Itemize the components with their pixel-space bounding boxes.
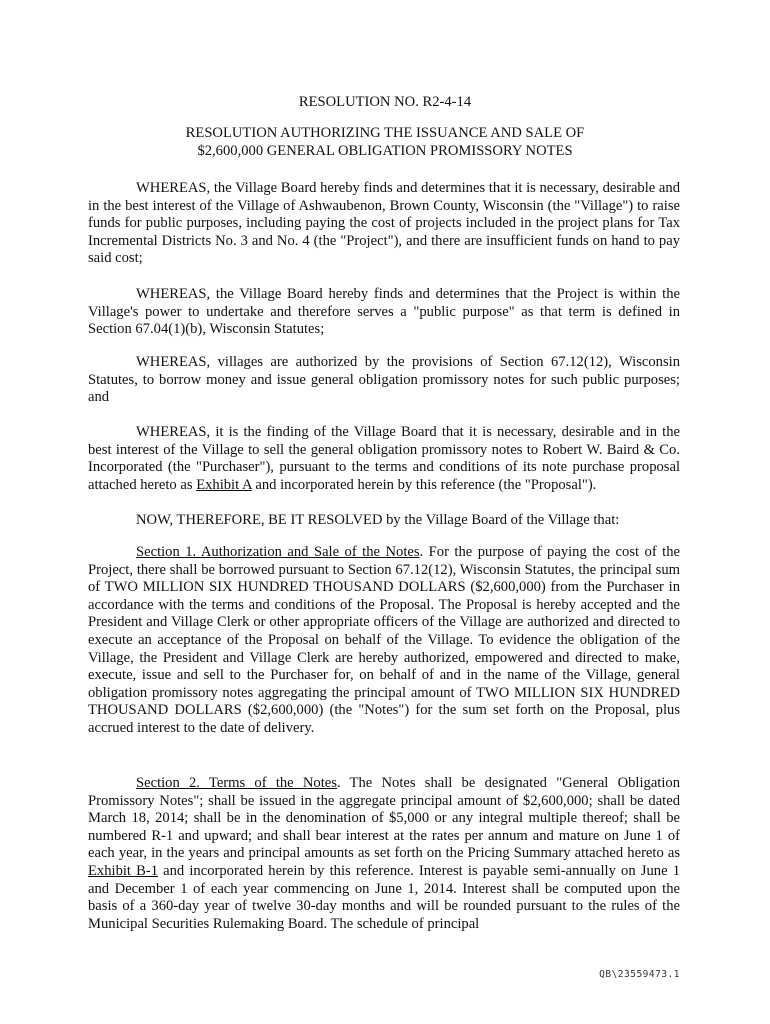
- section-2-body-b: and incorporated herein by this reference. Interest is payable semi-annually on June 1 and December 1 of each year commencing on June 1, 2014. Interest shall be computed upon the basis of a 360-day year of twelve 30-day months and will be rounded pursuant to the rules of the Municipal Securities Rulemaking Board. The schedule of principal: [88, 862, 680, 932]
- footer-document-id: QB\23559473.1: [599, 969, 680, 980]
- section-2-heading: Section 2. Terms of the Notes: [136, 775, 337, 791]
- whereas-paragraph-4: [88, 424, 680, 494]
- exhibit-b1-reference: Exhibit B-1: [88, 862, 159, 879]
- whereas-paragraph-3: WHEREAS, villages are authorized by the provisions of Section 67.12(12), Wisconsin Statutes, to borrow money and issue general obligation promissory notes for such public purposes; and: [88, 354, 680, 406]
- resolution-number: RESOLUTION NO. R2-4-14: [298, 94, 472, 110]
- section-1-paragraph: [88, 544, 680, 738]
- resolution-title-line-2: $2,600,000 GENERAL OBLIGATION PROMISSORY NOTES: [197, 143, 573, 159]
- exhibit-a-reference: Exhibit A: [196, 476, 252, 493]
- resolution-title-line-1: RESOLUTION AUTHORIZING THE ISSUANCE AND SALE OF: [185, 125, 585, 141]
- section-1-body: . For the purpose of paying the cost of the Project, there shall be borrowed pursuant to Section 67.12(12), Wisconsin Statutes, the principal sum of TWO MILLION SIX HUNDRED THOUSAND DOLLARS ($2,600,000) from the Purchaser in accordance with the terms and conditions of the Proposal. The Proposal is hereby accepted and the President and Village Clerk or other appropriate officers of the Village are authorized and directed to execute an acceptance of the Proposal on behalf of the Village. To evidence the obligation of the Village, the President and Village Clerk are hereby authorized, empowered and directed to make, execute, issue and sell to the Purchaser for, on behalf of and in the name of the Village, general obligation promissory notes aggregating the principal amount of TWO MILLION SIX HUNDRED THOUSAND DOLLARS ($2,600,000) (the "Notes") for the sum set forth on the Proposal, plus accrued interest to the date of delivery.: [88, 544, 680, 736]
- whereas-4-text-before: WHEREAS, it is the finding of the Village Board that it is necessary, desirable and in the best interest of the Village to sell the general obligation promissory notes to Robert W. Baird & Co. Incorporated (the "Purchaser"), pursuant to the terms and conditions of its note purchase proposal attached hereto as: [88, 424, 680, 493]
- section-1-heading: Section 1. Authorization and Sale of the Notes: [136, 544, 420, 560]
- section-2-paragraph: [88, 775, 680, 933]
- resolved-paragraph: NOW, THEREFORE, BE IT RESOLVED by the Village Board of the Village that:: [136, 512, 620, 528]
- section-2-body-a: . The Notes shall be designated "General Obligation Promissory Notes"; shall be issued in the aggregate principal amount of $2,600,000; shall be dated March 18, 2014; shall be in the denomination of $5,000 or any integral multiple thereof; shall be numbered R-1 and upward; and shall bear interest at the rates per annum and mature on June 1 of each year, in the years and principal amounts as set forth on the Pricing Summary attached hereto as: [88, 775, 681, 862]
- whereas-paragraph-2: WHEREAS, the Village Board hereby finds and determines that the Project is within the Village's power to undertake and therefore serves a "public purpose" as that term is defined in Section 67.04(1)(b), Wisconsin Statutes;: [88, 286, 680, 338]
- whereas-4-text-after: and incorporated herein by this reference (the "Proposal").: [251, 476, 597, 493]
- whereas-paragraph-1: WHEREAS, the Village Board hereby finds and determines that it is necessary, desirable and in the best interest of the Village of Ashwaubenon, Brown County, Wisconsin (the "Village") to raise funds for public purposes, including paying the cost of projects included in the project plans for Tax Incremental Districts No. 3 and No. 4 (the "Project"), and there are insufficient funds on hand to pay said cost;: [88, 180, 680, 267]
